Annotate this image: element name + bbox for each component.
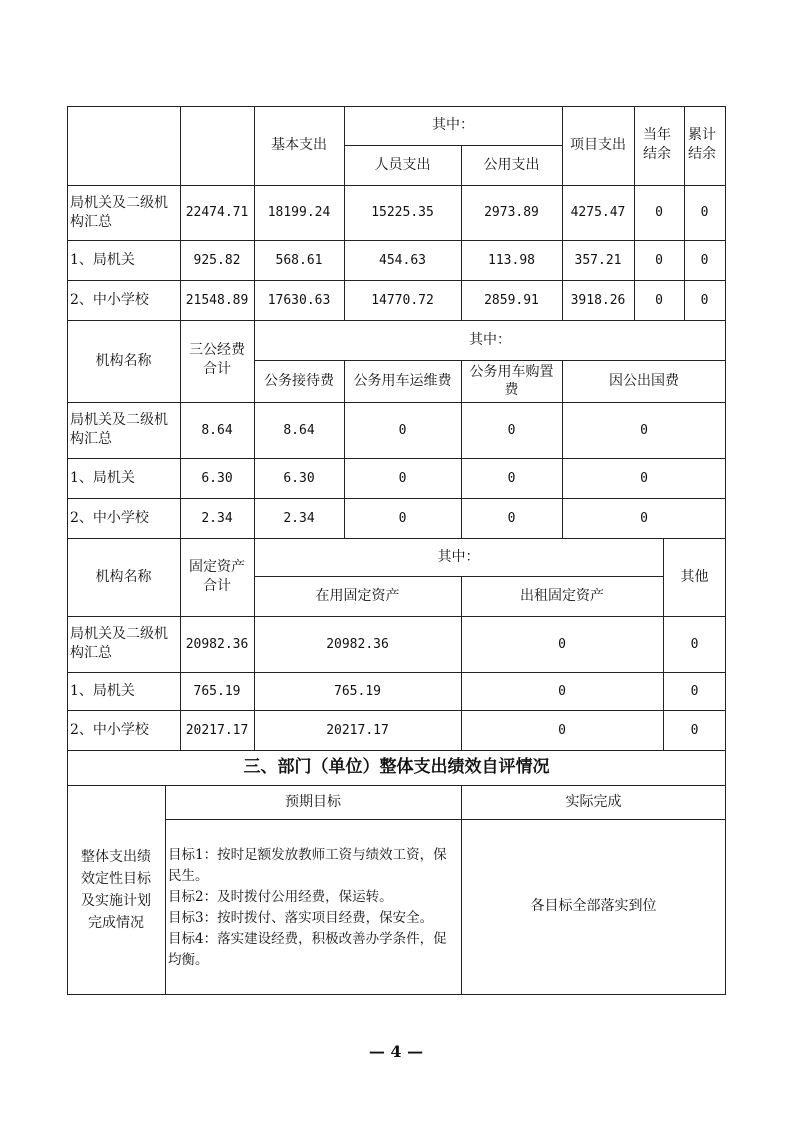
header-car-purchase: 公务用车购置费 (469, 364, 554, 398)
table-cell: 4275.47 (570, 205, 626, 220)
goal-item: 目标1：按时足额发放教师工资与绩效工资，保民生。 (168, 847, 447, 884)
goal-item: 目标2：及时拨付公用经费，保运转。 (168, 889, 393, 905)
header-reception: 公务接待费 (264, 372, 334, 389)
table-cell: 454.63 (379, 252, 426, 268)
table-cell: 20217.17 (326, 722, 389, 738)
table-cell: 20982.36 (185, 636, 249, 652)
table-row-name: 2、中小学校 (70, 509, 149, 526)
table-cell: 20982.36 (326, 636, 389, 652)
header-basic: 基本支出 (271, 137, 327, 153)
table-cell: 0 (700, 252, 709, 268)
table-cell: 0 (655, 252, 663, 268)
table-cell: 6.30 (283, 470, 315, 486)
header-other: 其他 (680, 568, 709, 585)
table-cell: 8.64 (201, 422, 233, 438)
table-cell: 0 (558, 722, 566, 738)
table-cell: 17630.63 (267, 292, 331, 308)
table-cell: 765.19 (334, 683, 381, 699)
table-cell: 0 (690, 636, 699, 652)
header-among: 其中： (432, 117, 474, 133)
table-cell: 0 (655, 292, 663, 308)
table-row-name: 1、局机关 (70, 469, 135, 486)
table-cell: 2.34 (201, 510, 233, 526)
table-cell: 765.19 (193, 683, 241, 699)
header-public: 公用支出 (483, 156, 540, 173)
table-cell: 0 (655, 205, 663, 220)
table-cell: 0 (700, 205, 709, 220)
table-cell: 0 (700, 292, 709, 308)
table-cell: 0 (507, 510, 516, 526)
actual-result: 各目标全部落实到位 (530, 898, 657, 914)
table-cell: 925.82 (193, 252, 241, 268)
header-org-name: 机构名称 (95, 568, 152, 585)
table-cell: 0 (507, 470, 516, 486)
section-title: 三、部门（单位）整体支出绩效自评情况 (243, 757, 550, 777)
table-cell: 0 (558, 636, 566, 652)
goal-item: 目标3：按时拨付、落实项目经费，保安全。 (168, 910, 434, 926)
header-three-public-total: 三公经费合计 (189, 342, 245, 377)
table-row-name: 局机关及二级机构汇总 (70, 626, 168, 661)
header-project: 项目支出 (570, 137, 626, 153)
header-year-balance: 当年结余 (643, 127, 671, 162)
header-car-maintenance: 公务用车运维费 (353, 372, 452, 389)
table-row-name: 2、中小学校 (70, 721, 149, 738)
goals-list (168, 845, 460, 971)
goal-item: 目标4：落实建设经费，积极改善办学条件，促均衡。 (168, 931, 447, 968)
table-cell: 14770.72 (371, 292, 434, 308)
header-expected: 预期目标 (285, 793, 341, 810)
table-cell: 20217.17 (185, 722, 249, 738)
table-row-name: 局机关及二级机构汇总 (70, 194, 168, 230)
header-org-name: 机构名称 (95, 352, 152, 369)
header-fixed-assets-total: 固定资产合计 (189, 559, 245, 594)
table-cell: 22474.71 (185, 205, 249, 220)
table-cell: 0 (558, 683, 566, 699)
header-among: 其中： (437, 548, 480, 565)
table-cell: 568.61 (275, 252, 323, 268)
table-row-name: 1、局机关 (70, 251, 135, 268)
table-row-name: 局机关及二级机构汇总 (70, 412, 168, 447)
table-cell: 0 (640, 470, 648, 486)
table-cell: 21548.89 (185, 292, 249, 308)
table-cell: 2859.91 (484, 292, 539, 308)
header-actual: 实际完成 (565, 793, 622, 810)
page-number: — 4 — (368, 1042, 424, 1061)
table-cell: 113.98 (488, 252, 535, 268)
header-in-use: 在用固定资产 (315, 587, 400, 604)
header-abroad: 因公出国费 (609, 372, 679, 389)
table-cell: 0 (507, 422, 516, 438)
table-cell: 0 (640, 422, 648, 438)
header-rented: 出租固定资产 (520, 587, 604, 604)
table-cell: 8.64 (283, 422, 315, 438)
table-cell: 2.34 (283, 510, 315, 526)
header-among: 其中： (469, 331, 511, 348)
table-row-name: 1、局机关 (70, 682, 135, 699)
table-cell: 15225.35 (371, 205, 434, 220)
table-cell: 0 (398, 510, 407, 526)
table-cell: 18199.24 (267, 205, 331, 220)
row-label: 整体支出绩效定性目标及实施计划完成情况 (81, 849, 151, 931)
table-cell: 0 (640, 510, 648, 526)
table-cell: 6.30 (201, 470, 233, 486)
table-cell: 2973.89 (484, 205, 539, 220)
header-personnel: 人员支出 (374, 156, 431, 173)
header-cum-balance: 累计结余 (688, 127, 716, 162)
table-cell: 0 (690, 722, 699, 738)
table-cell: 0 (690, 683, 699, 699)
table-cell: 0 (398, 422, 407, 438)
table-cell: 3918.26 (570, 292, 626, 308)
table-cell: 357.21 (574, 252, 622, 268)
table-cell: 0 (398, 470, 407, 486)
table-row-name: 2、中小学校 (70, 291, 149, 308)
